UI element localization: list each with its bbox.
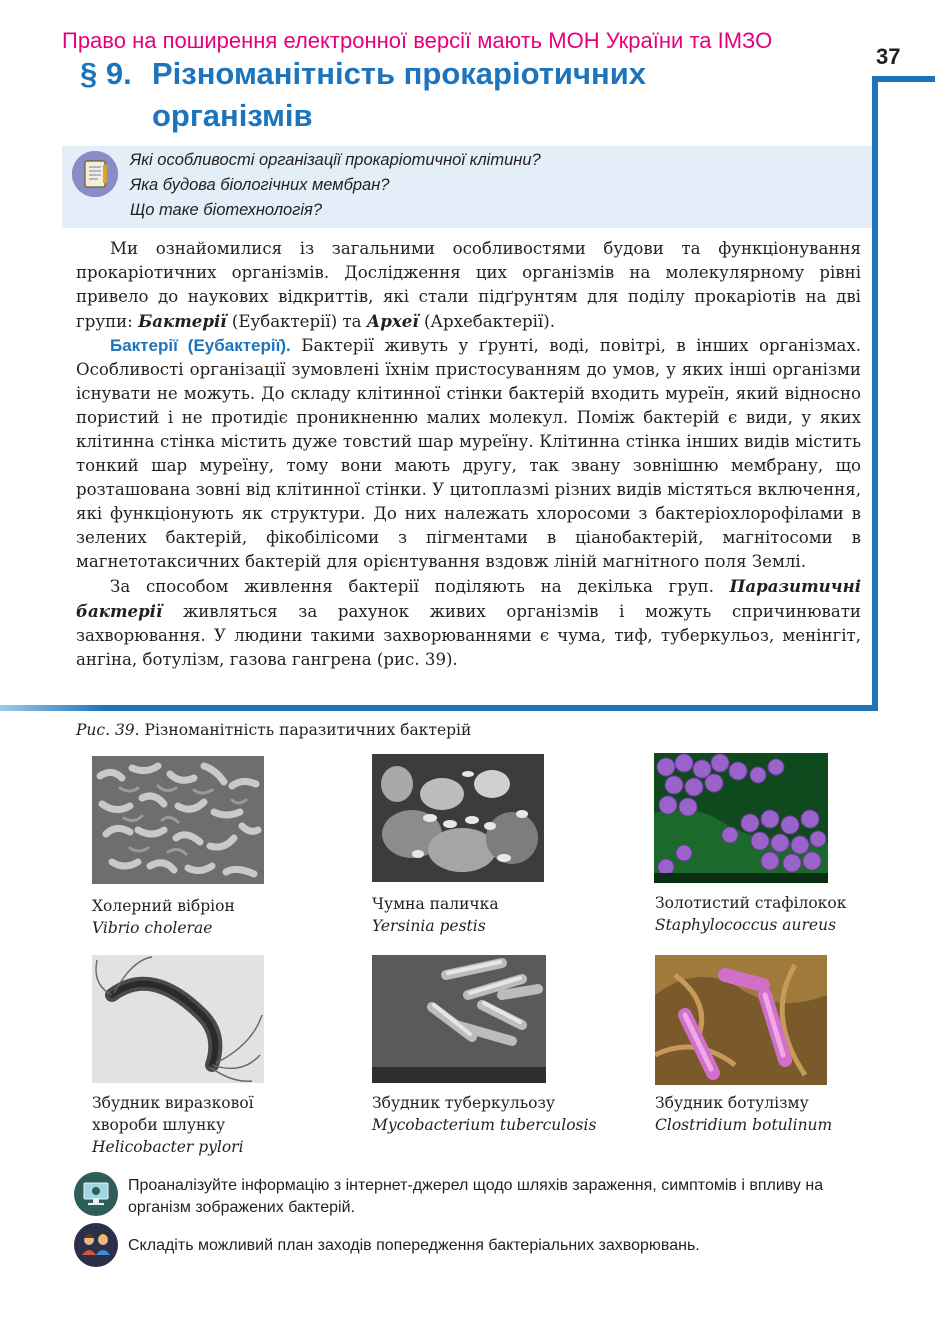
caption-yersinia: Чумна паличка Yersinia pestis [372, 895, 499, 935]
frame-right-border [872, 76, 878, 710]
paragraph-3: За способом живлення бактерії поділяють на декілька груп. Паразитичні бактерії живляться за рахунок живих організмів і можуть спричинювати захворювання. У людини такими захворюваннями є чума, тиф, туберкульоз, менінгіт, ангіна, ботулізм, газова гангрена (рис. 39). [76, 576, 861, 669]
question-2: Яка будова біологічних мембран? [130, 176, 390, 194]
term-parasitic: Паразитичні бактерії [76, 576, 861, 621]
helicobacter-photo [92, 955, 264, 1083]
frame-bottom-border [0, 705, 878, 711]
clostridium-photo [655, 955, 827, 1085]
caption-staphylococcus: Золотистий стафілокок Staphylococcus aureus [655, 894, 847, 934]
task-1-text: Проаналізуйте інформацію з інтернет-джерел щодо шляхів зараження, симптомів і впливу на організм зображених бактерій. [128, 1177, 824, 1216]
watermark-text: Право на поширення електронної версії мають МОН України та ІМЗО [62, 28, 773, 53]
question-1: Які особливості організації прокаріотичної клітини? [130, 151, 541, 169]
body-text [76, 237, 861, 672]
paragraph-2: Бактерії (Еубактерії). Бактерії живуть у ґрунті, воді, повітрі, в інших організмах. Особливості організації зумовлені їхнім пристосуванням до умов, у яких інші організми існувати не можуть. До складу клітинної стінки бактерій входить муреїн, який відносно пористий і не протидіє проникненню малих молекул. Поміж бактерій є види, у яких клітинна стінка містить дуже товстий шар муреїну. Клітинна стінка інших видів містить тонкий шар муреїну, тому вони мають другу, так звану зовнішню мембрану, що розташована зовні від клітинної стінки. У цитоплазмі різних видів містяться включення, які функціонують як структури. До них належать хлоросоми з бактеріохлорофілами в зелених бактерій, фікобілісоми з пігментами в ціанобактерій, магнітосоми в магнетотаксичних бактерій для орієнтування вздовж ліній магнітного поля Землі. [76, 336, 861, 571]
task-2-text: Складіть можливий план заходів попередження бактеріальних захворювань. [128, 1237, 700, 1254]
frame-top-corner [872, 76, 935, 82]
caption-vibrio: Холерний вібріон Vibrio cholerae [92, 897, 235, 937]
term-archaea: Археї [366, 311, 419, 331]
question-3: Що таке біотехнологія? [130, 201, 323, 219]
section-number: § 9. [80, 56, 132, 91]
caption-clostridium: Збудник ботулізму Clostridium botulinum [655, 1094, 833, 1134]
section-title-line1: Різноманітність прокаріотичних [152, 56, 646, 91]
figure-caption: Рис. 39. Різноманітність паразитичних бактерій [76, 721, 472, 739]
figure-label: Рис. 39. [76, 721, 140, 739]
notebook-icon [72, 151, 118, 197]
subheading-eubacteria: Бактерії (Еубактерії). [110, 336, 291, 355]
group-work-icon [74, 1223, 118, 1267]
term-bacteria: Бактерії [138, 311, 227, 331]
staphylococcus-photo [654, 753, 828, 883]
caption-helicobacter: Збудник виразкової хвороби шлунку Helicobacter pylori [92, 1094, 254, 1156]
computer-task-icon [74, 1172, 118, 1216]
mycobacterium-photo [372, 955, 546, 1083]
vibrio-photo [92, 756, 264, 884]
section-title-line2: організмів [152, 98, 313, 133]
page-number: 37 [876, 44, 901, 69]
yersinia-photo [372, 754, 544, 882]
caption-mycobacterium: Збудник туберкульозу Mycobacterium tuberculosis [372, 1094, 597, 1134]
paragraph-1: Ми ознайомилися із загальними особливостями будови та функціонування прокаріотичних організмів. Дослідження цих організмів на молекулярному рівні привело до наукових відкриттів, які стали підґрунтям для поділу прокаріотів на дві групи: Бактерії (Еубактерії) та Археї (Архебактерії). [76, 239, 861, 331]
